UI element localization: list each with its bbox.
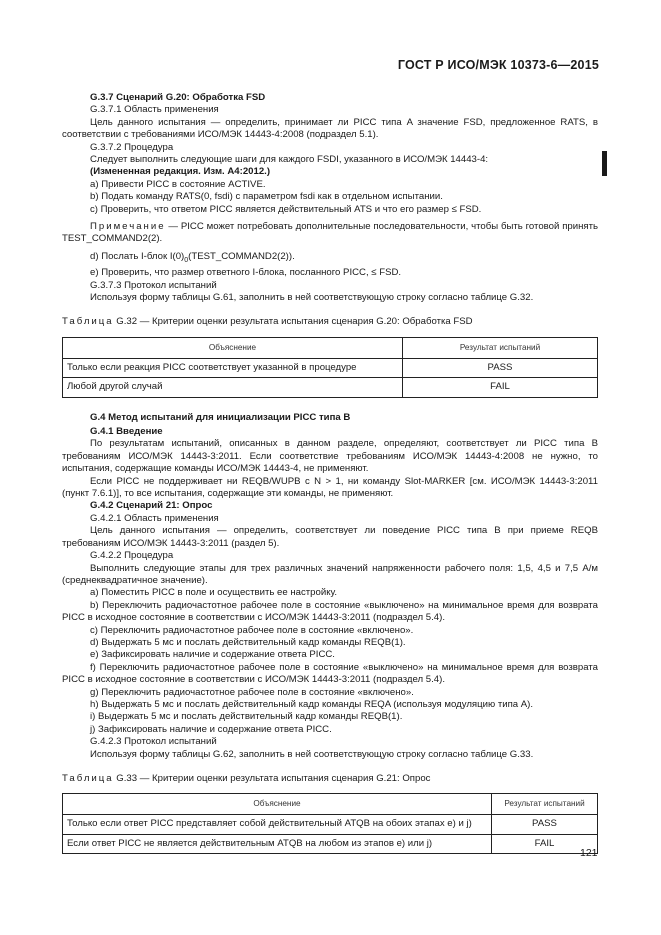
table-caption-g33 bbox=[62, 773, 598, 785]
subsection-title: G.4.2.3 Протокол испытаний bbox=[90, 736, 217, 748]
subsection-title: G.4.2.2 Процедура bbox=[90, 550, 174, 562]
list-item: a) Привести PICC в состояние ACTIVE. bbox=[90, 178, 266, 190]
step-d-text-end: (TEST_COMMAND2(2)). bbox=[188, 250, 295, 262]
table-header-row bbox=[63, 337, 598, 358]
paragraph: По результатам испытаний, описанных в данном разделе, определяют, соответствует ли PICC типа B требованиям ИСО/МЭК 14443-3:2011. Если соответствие требованиям ИСО/МЭК 14443-4:2008 не нужно, то испытания, содержащие команды ИСО/МЭК 14443-4, не применяют. bbox=[62, 438, 598, 475]
table-cell: Любой другой случай bbox=[63, 378, 403, 397]
subsection-title: G.3.7.1 Область применения bbox=[90, 104, 219, 116]
list-item: b) Переключить радиочастотное рабочее поле в состояние «выключено» на минимальное время для возврата PICC в исходное состояние в соответствии с ИСО/МЭК 14443-3:2011 (подраздел 5.4). bbox=[62, 599, 598, 624]
document-header: ГОСТ Р ИСО/МЭК 10373-6—2015 bbox=[397, 58, 599, 72]
list-item bbox=[62, 251, 598, 267]
page-content bbox=[62, 92, 598, 854]
list-item: c) Проверить, что ответом PICC является действительный ATS и что его размер ≤ FSD. bbox=[90, 203, 482, 215]
caption-label: Таблица bbox=[62, 773, 114, 784]
caption-text: G.32 — Критерии оценки результата испытания сценария G.20: Обработка FSD bbox=[113, 316, 473, 328]
paragraph: Используя форму таблицы G.61, заполнить в ней соответствующую строку согласно таблице G.32. bbox=[90, 292, 534, 303]
paragraph: Следует выполнить следующие шаги для каждого FSDI, указанного в ИСО/МЭК 14443-4: bbox=[90, 154, 489, 166]
step-d-subscript: 0 bbox=[184, 256, 189, 264]
page-number: 121 bbox=[580, 847, 598, 859]
table-cell-result: FAIL bbox=[403, 378, 598, 397]
table-row bbox=[63, 358, 598, 377]
table-cell: Если ответ PICC не является действительным ATQB на любом из этапов е) или j) bbox=[63, 834, 492, 853]
subsection-title: G.3.7.2 Процедура bbox=[90, 141, 174, 153]
table-cell: Только если реакция PICC соответствует указанной в процедуре bbox=[63, 358, 403, 377]
list-item: h) Выдержать 5 мс и послать действительный кадр команды REQA (используя модуляцию типа A). bbox=[90, 698, 534, 710]
table-cell-result: PASS bbox=[403, 358, 598, 377]
caption-text: G.33 — Критерии оценки результата испытания сценария G.21: Опрос bbox=[113, 773, 431, 784]
list-item: d) Выдержать 5 мс и послать действительный кадр команды REQB(1). bbox=[90, 636, 406, 648]
section-title-g4: G.4 Метод испытаний для инициализации PICC типа B bbox=[90, 411, 351, 423]
paragraph: Выполнить следующие этапы для трех различных значений напряженности рабочего поля: 1,5, 4,5 и 7,5 А/м (среднеквадратичное значение). bbox=[62, 562, 598, 586]
list-item: f) Переключить радиочастотное рабочее поле в состояние «выключено» на минимальное время для возврата PICC в исходное состояние в соответствии с ИСО/МЭК 14443-3:2011 (подраздел 5.4). bbox=[62, 661, 598, 686]
amendment-note: (Измененная редакция. Изм. А4:2012.) bbox=[90, 166, 271, 178]
paragraph: Цель данного испытания — определить, принимает ли PICC типа A значение FSD, предложенное RATS, в соответствии с требованиями ИСО/МЭК 14443-4:2008 (подраздел 5.1). bbox=[62, 116, 598, 141]
table-cell-result: PASS bbox=[492, 815, 598, 834]
subsection-title: G.4.2.1 Область применения bbox=[90, 512, 219, 524]
note-text: — PICC может потребовать дополнительные последовательности, чтобы быть готовой принять TEST_COMMAND2(2). bbox=[62, 221, 598, 245]
column-header: Объяснение bbox=[63, 337, 403, 358]
paragraph: Если PICC не поддерживает ни REQB/WUPB с N > 1, ни команду Slot-MARKER [см. ИСО/МЭК 14443-3:2011 (пункт 7.6.1)], то все испытания, содержащие эти команды, не применяют. bbox=[62, 475, 598, 500]
table-header-row bbox=[63, 794, 598, 815]
list-item: j) Зафиксировать наличие и содержание ответа PICC. bbox=[90, 723, 332, 735]
section-title-g41: G.4.1 Введение bbox=[90, 426, 163, 438]
paragraph: Цель данного испытания — определить, соответствует ли поведение PICC типа B при приеме REQB требованиям ИСО/МЭК 14443-3:2011 (раздел 5). bbox=[62, 525, 598, 549]
step-d-text: d) Послать I-блок I(0) bbox=[90, 250, 185, 262]
list-item: i) Выдержать 5 мс и послать действительный кадр команды REQB(1). bbox=[90, 711, 403, 723]
table-cell: Только если ответ PICC представляет собой действительный ATQB на обоих этапах е) и j) bbox=[63, 815, 492, 834]
column-header: Результат испытаний bbox=[403, 337, 598, 358]
column-header: Объяснение bbox=[63, 794, 492, 815]
section-title-g42: G.4.2 Сценарий 21: Опрос bbox=[90, 500, 213, 512]
section-title-g37: G.3.7 Сценарий G.20: Обработка FSD bbox=[90, 92, 266, 103]
table-row bbox=[63, 378, 598, 397]
table-row bbox=[63, 834, 598, 853]
list-item: e) Проверить, что размер ответного I-блока, посланного PICC, ≤ FSD. bbox=[90, 267, 402, 279]
column-header: Результат испытаний bbox=[492, 794, 598, 815]
note-label: Примечание bbox=[90, 221, 166, 233]
table-g32 bbox=[62, 337, 598, 398]
list-item: c) Переключить радиочастотное рабочее поле в состояние «включено». bbox=[90, 624, 414, 636]
list-item: a) Поместить PICC в поле и осуществить ее настройку. bbox=[90, 587, 338, 599]
table-cell-result: FAIL bbox=[492, 834, 598, 853]
table-caption-g32 bbox=[62, 316, 598, 328]
table-row bbox=[63, 815, 598, 834]
margin-change-bar bbox=[602, 151, 607, 176]
note bbox=[62, 221, 598, 246]
subsection-title: G.3.7.3 Протокол испытаний bbox=[90, 279, 217, 291]
list-item: e) Зафиксировать наличие и содержание ответа PICC. bbox=[90, 649, 335, 661]
list-item: b) Подать команду RATS(0, fsdi) с параметром fsdi как в отдельном испытании. bbox=[90, 191, 443, 203]
list-item: g) Переключить радиочастотное рабочее поле в состояние «включено». bbox=[90, 686, 414, 698]
caption-label: Таблица bbox=[62, 316, 114, 328]
table-g33 bbox=[62, 793, 598, 854]
paragraph: Используя форму таблицы G.62, заполнить в ней соответствующую строку согласно таблице G.33. bbox=[90, 748, 534, 760]
